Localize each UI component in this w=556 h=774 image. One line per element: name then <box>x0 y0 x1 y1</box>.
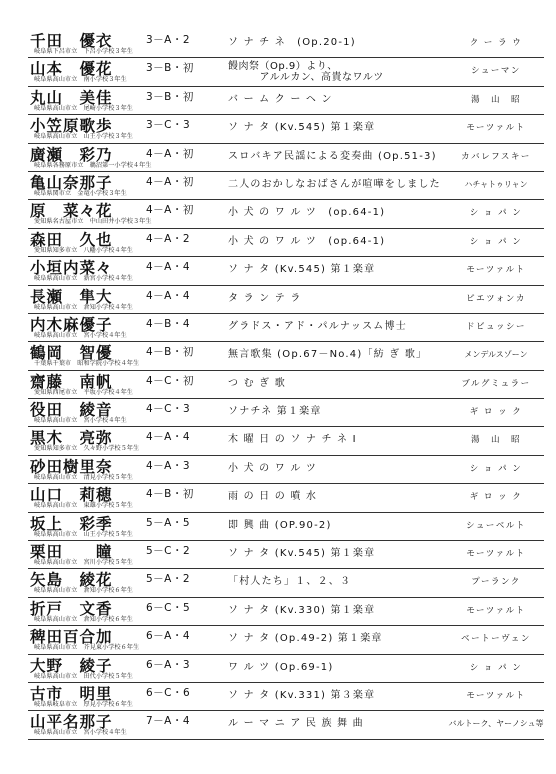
performer-row <box>28 711 544 739</box>
composer-name: カバレフスキー <box>461 151 531 162</box>
grade-level: 4－A・4 <box>146 289 191 302</box>
school-affiliation: 岐阜県高山市立 倉知小学校６年生 <box>34 615 133 623</box>
school-affiliation: 愛知県名古屋市立 中山田井小学校３年生 <box>34 218 152 226</box>
school-affiliation: 愛知県西尾市立 平坂小学校４年生 <box>34 388 133 396</box>
grade-level: 4－B・初 <box>146 346 194 359</box>
piece-title: ソ ナ タ (Kv.331) 第３楽章 <box>228 689 376 701</box>
school-affiliation: 岐阜県高山市立 新宮小学校４年生 <box>34 275 133 283</box>
school-affiliation: 岐阜県岐阜市立 厚見小学校６年生 <box>34 700 133 708</box>
performer-row <box>28 399 544 427</box>
piece-title: 即 興 曲 (OP.90-2) <box>228 519 332 531</box>
performer-name: 坂上 彩季 <box>30 513 113 533</box>
piece-title: タ ラ ン テ ラ <box>228 292 302 304</box>
performer-name: 大野 綾子 <box>30 655 113 675</box>
grade-level: 4－A・初 <box>146 147 194 160</box>
piece-title: ル ー マ ニ ア 民 族 舞 曲 <box>228 718 364 730</box>
performer-name: 山本 優花 <box>30 59 113 79</box>
composer-name: 湯 山 昭 <box>470 435 521 446</box>
performer-name: 古市 明里 <box>30 683 113 703</box>
piece-title: ソ ナ タ (Op.49-2) 第１楽章 <box>228 633 383 645</box>
school-affiliation: 岐阜県高山市立 尾崎小学校３年生 <box>34 104 133 112</box>
piece-title: ソ ナ タ (Kv.545) 第１楽章 <box>228 548 376 560</box>
performer-row <box>28 286 544 314</box>
school-affiliation: 岐阜県高山市立 宮川小学校５年生 <box>34 559 133 567</box>
performer-row <box>28 30 544 58</box>
school-affiliation: 岐阜県各務原市立 鵜沼第一小学校４年生 <box>34 161 152 169</box>
program-list <box>28 30 544 740</box>
grade-level: 4－A・初 <box>146 175 194 188</box>
grade-level: 4－A・2 <box>146 232 191 245</box>
composer-name: プーランク <box>471 577 521 588</box>
performer-row <box>28 456 544 484</box>
performer-row <box>28 541 544 569</box>
piece-title: グラドス・アド・パルナッスム博士 <box>228 320 407 332</box>
school-affiliation: 岐阜県高山市立 倉知小学校６年生 <box>34 587 133 595</box>
grade-level: 4－A・4 <box>146 261 191 274</box>
piece-title: ソナチネ 第１楽章 <box>228 406 322 418</box>
performer-name: 折戸 文香 <box>30 598 113 618</box>
composer-name: ブルグミュラー <box>461 378 531 389</box>
school-affiliation: 愛知県知多市立 八幡小学校４年生 <box>34 246 133 254</box>
performer-name: 原 菜々花 <box>30 201 113 221</box>
school-affiliation: 岐阜県高山市立 山王小学校５年生 <box>34 530 133 538</box>
composer-name: ベートーヴェン <box>461 634 531 645</box>
composer-name: モーツァルト <box>466 265 526 276</box>
composer-name: ピエツォンカ <box>466 293 526 304</box>
performer-row <box>28 58 544 86</box>
school-affiliation: 岐阜県高山市立 芥見東小学校６年生 <box>34 644 140 652</box>
grade-level: 7－A・4 <box>146 715 191 728</box>
grade-level: 3－A・2 <box>146 34 191 46</box>
performer-name: 山平名那子 <box>30 712 113 732</box>
performer-name: 千田 優衣 <box>30 31 113 50</box>
school-affiliation: 岐阜県高山市立 南小学校３年生 <box>34 76 127 84</box>
grade-level: 3－B・初 <box>146 62 194 75</box>
piece-title: 木 曜 日 の ソ ナ チ ネ Ⅰ <box>228 434 357 446</box>
performer-name: 小笠原歌歩 <box>30 116 113 136</box>
performer-row <box>28 655 544 683</box>
performer-name: 内木麻優子 <box>30 314 113 334</box>
school-affiliation: 岐阜県高山市立 清見小学校５年生 <box>34 473 133 481</box>
performer-row <box>28 484 544 512</box>
performer-name: 廣瀬 彩乃 <box>30 144 113 164</box>
school-affiliation: 岐阜県高山市立 倉知小学校４年生 <box>34 303 133 311</box>
grade-level: 3－B・初 <box>146 90 194 103</box>
grade-level: 4－C・初 <box>146 374 195 387</box>
performer-row <box>28 626 544 654</box>
grade-level: 4－C・3 <box>146 403 191 416</box>
piece-title: ソ ナ タ (Kv.330) 第１楽章 <box>228 604 376 616</box>
performer-row <box>28 427 544 455</box>
piece-title: 「村人たち」１、２、３ <box>228 576 352 588</box>
piece-title: 無言歌集 (Op.67－No.4)「紡 ぎ 歌」 <box>228 349 428 361</box>
performer-row <box>28 569 544 597</box>
composer-name: モーツァルト <box>466 123 526 134</box>
grade-level: 5－C・2 <box>146 545 191 558</box>
grade-level: 6－C・6 <box>146 686 191 699</box>
performer-row <box>28 229 544 257</box>
piece-title: 二人のおかしなおばさんが喧嘩をしました <box>228 178 441 190</box>
school-affiliation: 愛知県知多市立 久々野小学校５年生 <box>34 445 140 453</box>
school-affiliation: 岐阜県下呂市立 下呂小学校３年生 <box>34 48 133 55</box>
performer-name: 小垣内菜々 <box>30 258 113 278</box>
composer-name: メンデルスゾーン <box>464 350 528 360</box>
school-affiliation: 岐阜県高山市立 宮小学校４年生 <box>34 417 127 425</box>
grade-level: 4－B・初 <box>146 488 194 501</box>
grade-level: 4－A・3 <box>146 459 191 472</box>
grade-level: 4－A・4 <box>146 431 191 444</box>
composer-name: モーツァルト <box>466 605 526 616</box>
piece-title: ソ ナ タ (Kv.545) 第１楽章 <box>228 264 376 276</box>
grade-level: 6－A・4 <box>146 630 191 643</box>
piece-title: 小 犬 の ワ ル ツ (op.64-1) <box>228 207 386 219</box>
piece-title: つ む ぎ 歌 <box>228 377 286 389</box>
performer-name: 亀山奈那子 <box>30 172 113 192</box>
composer-name: バルトーク、ヤーノシュ等 <box>448 719 544 729</box>
composer-name: シューマン <box>471 66 521 77</box>
piece-title: 雨 の 日 の 噴 水 <box>228 491 318 503</box>
performer-name: 稗田百合加 <box>30 627 113 647</box>
grade-level: 4－B・4 <box>146 317 191 330</box>
school-affiliation: 岐阜県高山市立 山王小学校３年生 <box>34 133 133 141</box>
performer-row <box>28 342 544 370</box>
school-affiliation: 岐阜県高山市立 宮小学校４年生 <box>34 331 127 339</box>
performer-row <box>28 683 544 711</box>
composer-name: ギ ロ ッ ク <box>469 407 523 418</box>
school-affiliation: 岐阜県高山市立 宮小学校４年生 <box>34 729 127 737</box>
performer-row <box>28 115 544 143</box>
performer-name: 山口 莉穂 <box>30 485 113 505</box>
grade-level: 6－A・3 <box>146 658 191 671</box>
grade-level: 5－A・5 <box>146 516 191 529</box>
performer-row <box>28 87 544 115</box>
piece-title: 小 犬 の ワ ル ツ (op.64-1) <box>228 235 386 247</box>
performer-name: 矢島 綾花 <box>30 570 113 590</box>
piece-title: 小 犬 の ワ ル ツ <box>228 462 318 474</box>
school-affiliation: 千葉県千葉市 昭和学院小学校４年生 <box>34 360 140 368</box>
performer-name: 砂田樹里奈 <box>30 456 113 476</box>
performer-name: 鶴岡 智優 <box>30 343 113 363</box>
performer-row <box>28 371 544 399</box>
performer-name: 長瀬 隼大 <box>30 286 113 306</box>
composer-name: ドビュッシー <box>465 321 526 332</box>
performer-row <box>28 257 544 285</box>
performer-name: 森田 久也 <box>30 229 113 249</box>
school-affiliation: 岐阜県高山市立 田代小学校５年生 <box>34 672 133 680</box>
school-affiliation: 岐阜県関市立 金竜小学校３年生 <box>34 189 127 197</box>
composer-name: モーツァルト <box>466 690 526 701</box>
composer-name: シ ョ パ ン <box>469 662 523 673</box>
composer-name: ク ー ラ ウ <box>469 38 523 48</box>
performer-name: 黒木 亮弥 <box>30 428 113 448</box>
performer-name: 役田 綾音 <box>30 400 113 420</box>
composer-name: ギ ロ ッ ク <box>469 492 523 503</box>
performer-row <box>28 598 544 626</box>
grade-level: 5－A・2 <box>146 573 191 586</box>
school-affiliation: 岐阜県高山市立 東雄小学校５年生 <box>34 502 133 510</box>
performer-name: 齋藤 南帆 <box>30 371 113 391</box>
performer-row <box>28 314 544 342</box>
piece-title: ソ ナ チ ネ (Op.20-1) <box>228 37 356 48</box>
piece-title: ワ ル ツ (Op.69-1) <box>228 661 334 673</box>
grade-level: 3－C・3 <box>146 119 191 132</box>
composer-name: シ ョ パ ン <box>469 208 523 219</box>
performer-name: 栗田 瞳 <box>30 542 113 562</box>
piece-title: スロバキア民謡による変奏曲 (Op.51-3) <box>228 150 437 162</box>
performer-row <box>28 172 544 200</box>
grade-level: 4－A・初 <box>146 204 194 217</box>
composer-name: モーツァルト <box>466 549 526 560</box>
composer-name: シ ョ パ ン <box>469 463 523 474</box>
performer-name: 丸山 美佳 <box>30 87 113 107</box>
performer-row <box>28 200 544 228</box>
composer-name: シューベルト <box>466 520 526 531</box>
composer-name: ハチャトゥリャン <box>464 179 528 189</box>
composer-name: シ ョ パ ン <box>469 236 523 247</box>
grade-level: 6－C・5 <box>146 601 191 614</box>
piece-title: 饅肉祭（Op.9）より、 アルルカン、高貴なワルツ <box>228 61 384 84</box>
performer-row <box>28 144 544 172</box>
piece-title: ソ ナ タ (Kv.545) 第１楽章 <box>228 122 376 134</box>
composer-name: 湯 山 昭 <box>470 94 521 105</box>
performer-row <box>28 513 544 541</box>
piece-title: バ ー ム ク ー ヘ ン <box>228 93 333 105</box>
